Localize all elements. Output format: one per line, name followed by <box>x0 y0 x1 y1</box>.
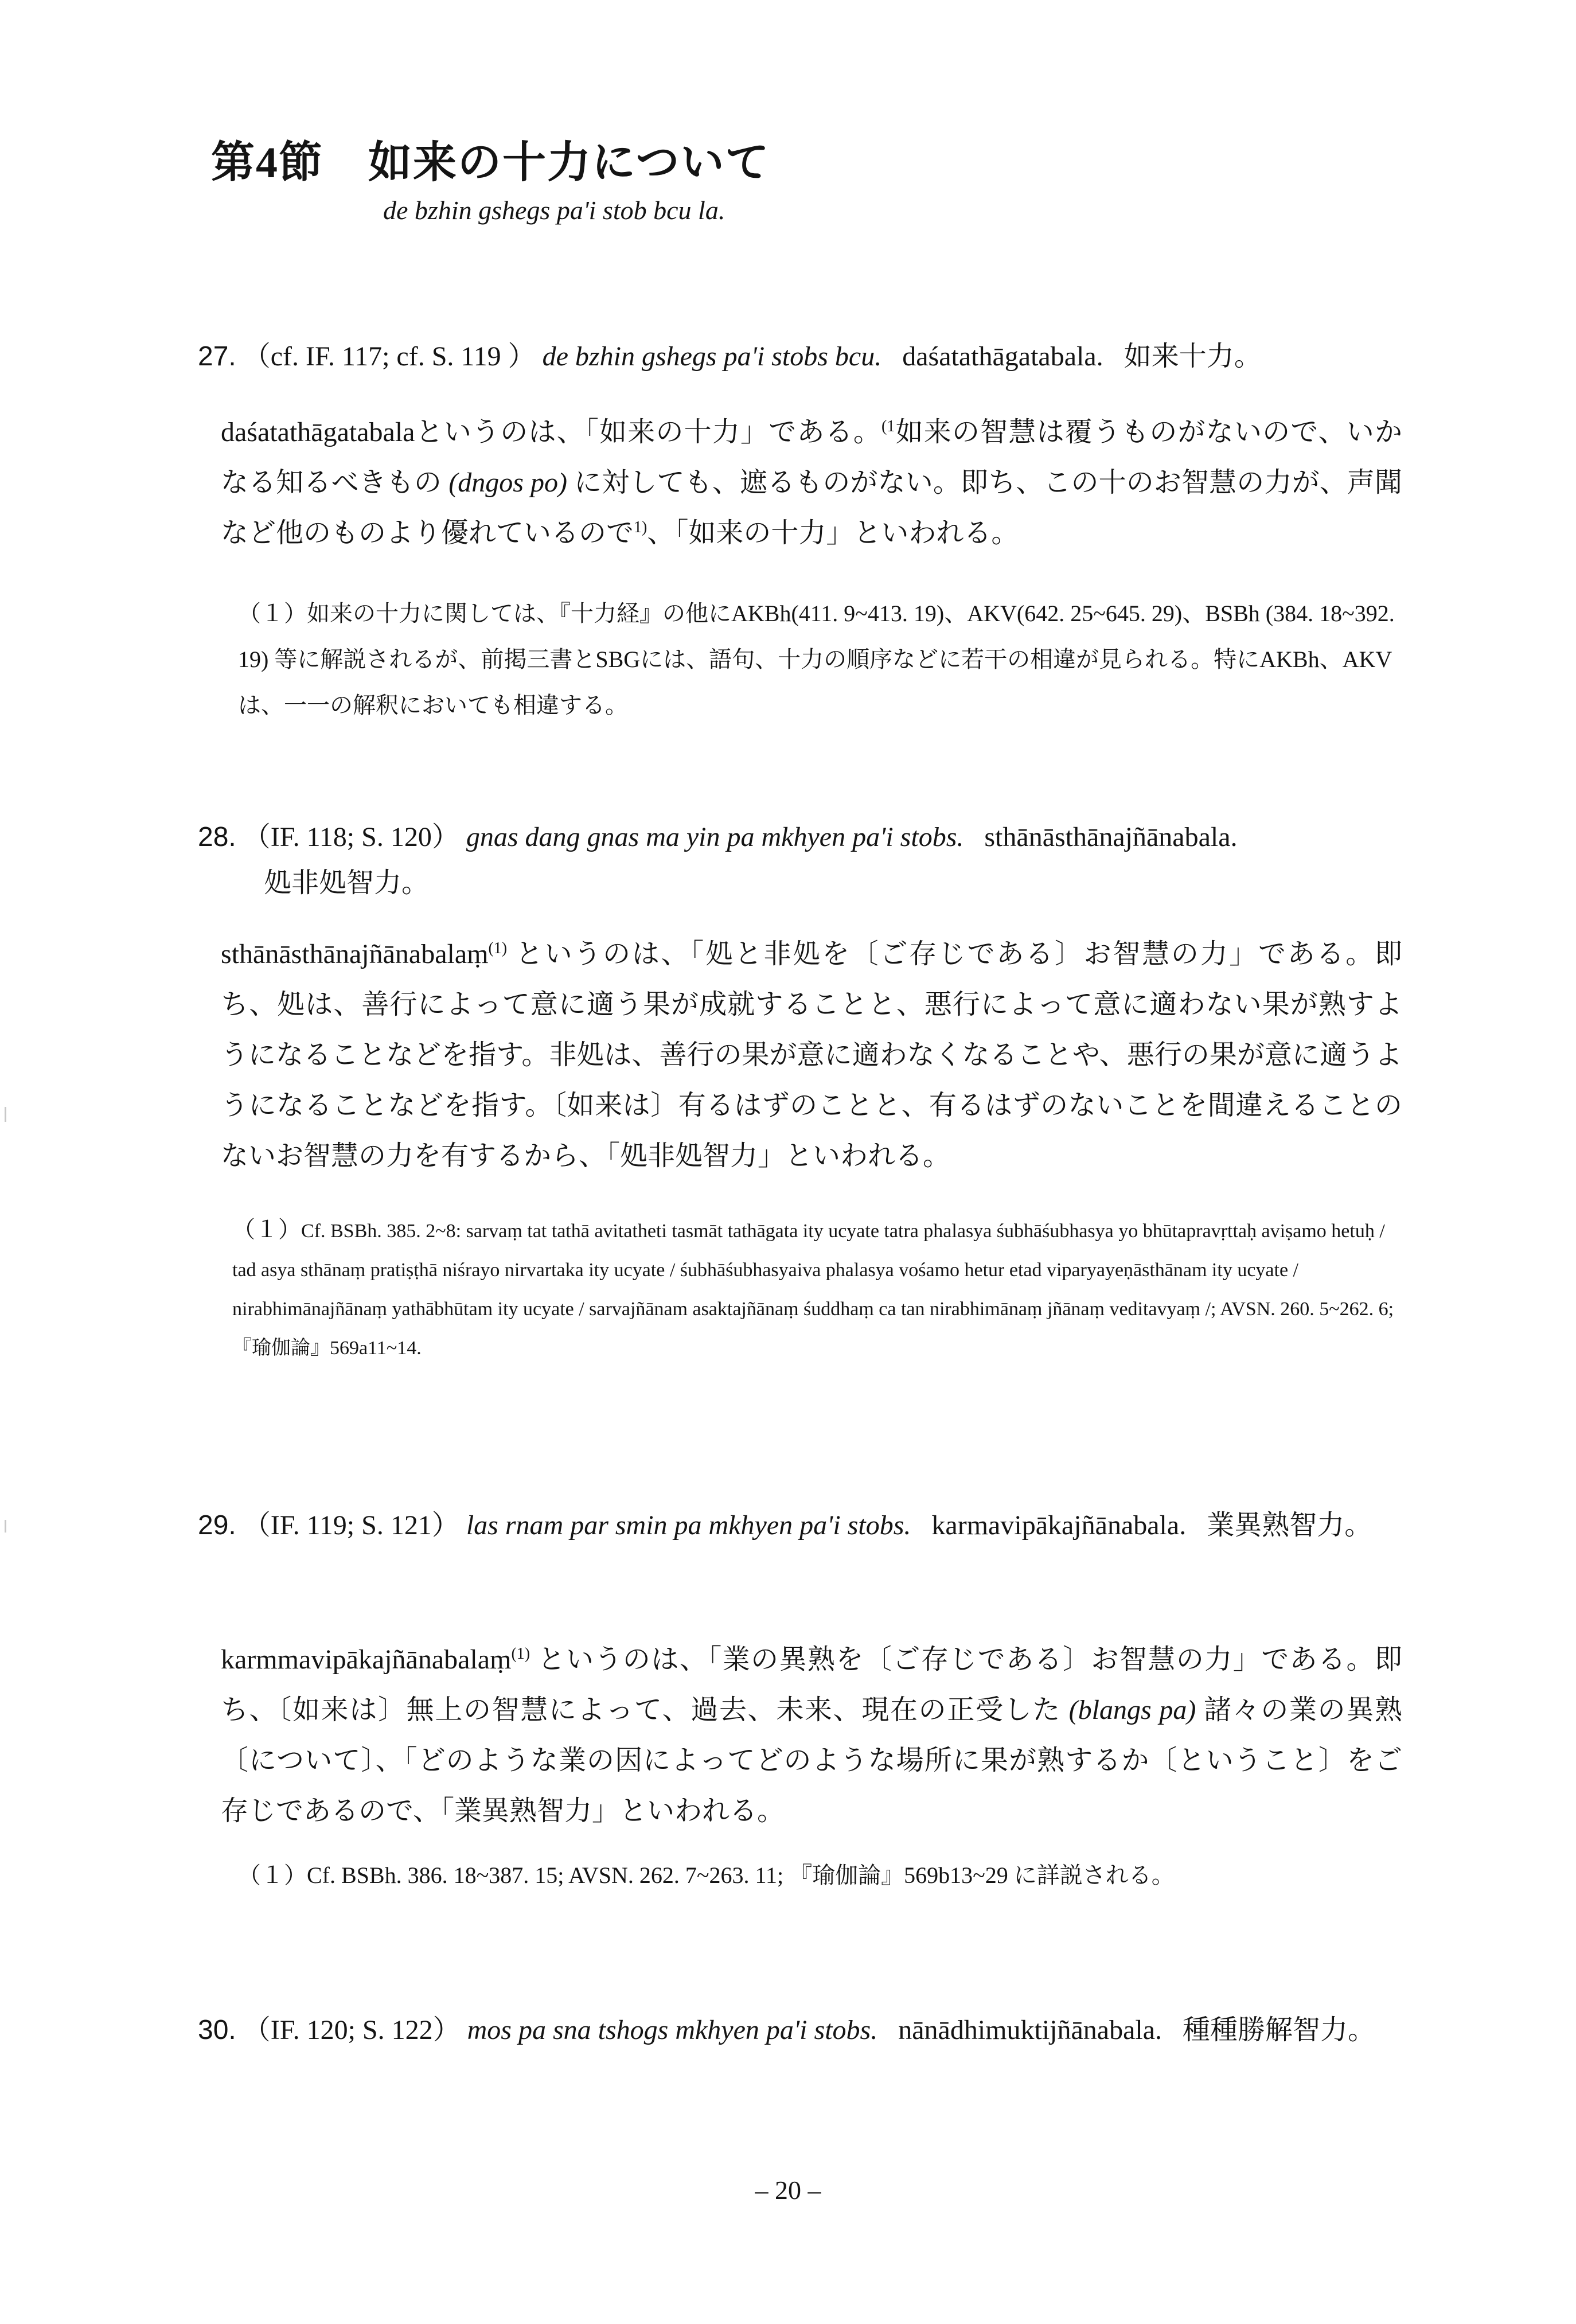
entry-tibetan: mos pa sna tshogs mkhyen pa'i stobs. <box>467 2015 878 2045</box>
footnote-ref: 1) <box>634 518 647 536</box>
footnote-ref: (1) <box>488 939 508 957</box>
entry-number: 27. <box>198 341 236 372</box>
entry-japanese: 処非処智力。 <box>264 868 430 898</box>
footnote-text: Cf. BSBh. 385. 2~8: sarvaṃ tat tathā avitatheti tasmāt tathāgata ity ucyate tatra phalasya śubhāśubhasya yo bhūtapravṛttaḥ aviṣamo hetuḥ / tad asya sthānaṃ pratiṣṭhā niśrayo nirvartaka ity ucyate / śubhāśubhasyaiva phalasya vośamo hetur etad viparyayeṇāsthānam ity ucyate / nirabhimānajñānaṃ yathābhūtam ity ucyate / sarvajñānam asaktajñānaṃ śuddhaṃ ca tan nirabhimānaṃ jñānaṃ veditavyaṃ /; AVSN. 260. 5~262. 6; 『瑜伽論』569a11~14. <box>232 1221 1394 1359</box>
footnote-ref: (1) <box>511 1645 530 1663</box>
entry-29-heading <box>198 1503 1379 1549</box>
entry-tibetan: gnas dang gnas ma yin pa mkhyen pa'i stobs. <box>466 822 964 852</box>
entry-sanskrit: karmavipākajñānabala. <box>931 1510 1187 1541</box>
entry-reference: （IF. 120; S. 122） <box>243 2015 461 2045</box>
entry-sanskrit: daśatathāgatabala. <box>902 341 1103 372</box>
footnote-mark: （１） <box>232 1216 301 1242</box>
entry-27-heading <box>198 334 1402 380</box>
entry-28-footnote <box>232 1210 1402 1368</box>
footnote-mark: （１） <box>238 601 307 626</box>
entry-japanese: 種種勝解智力。 <box>1183 2015 1376 2045</box>
page-number: – 20 – <box>755 2175 821 2205</box>
entry-tibetan: las rnam par smin pa mkhyen pa'i stobs. <box>466 1510 911 1541</box>
entry-japanese: 如来十力。 <box>1124 341 1262 372</box>
footnote-text: 如来の十力に関しては、『十力経』の他にAKBh(411. 9~413. 19)、AKV(642. 25~645. 29)、BSBh (384. 18~392. 19) 等に解説されるが、前掲三書とSBGには、語句、十力の順序などに若干の相違が見られる。特にAKBh、AKVは、一一の解釈においても相違する。 <box>238 601 1395 718</box>
entry-28-paragraph: sthānāsthānajñānabalaṃ$^{(1)}$ というのは、「処と非処を〔ご存じである〕お智慧の力」である。即ち、処は、善行によって意に適う果が成就することと、悪行によって意に適わない果が熟すようになることなどを指す。非処は、善行の果が意に適わなくなることや、悪行の果が意に適うようになることなどを指す。〔如来は〕有るはずのことと、有るはずのないことを間違えることのないお智慧の力を有するから、「処非処智力」といわれる。 <box>221 939 1402 1171</box>
footnote-ref: (1 <box>881 418 895 435</box>
entry-27-paragraph: daśatathāgatabalaというのは、「如来の十力」である。$^{(1}$如来の智慧は覆うものがないので、いかなる知るべきもの (dngos po) に対しても、遮るものがない。即ち、この十のお智慧の力が、声聞など他のものより優れているので$^{1)}$、「如来の十力」といわれる。 <box>221 417 1402 548</box>
entry-tibetan: de bzhin gshegs pa'i stobs bcu. <box>542 341 882 372</box>
entry-29-footnote <box>238 1853 1396 1898</box>
footnote-text: Cf. BSBh. 386. 18~387. 15; AVSN. 262. 7~263. 11; 『瑜伽論』569b13~29 に詳説される。 <box>307 1862 1175 1888</box>
entry-sanskrit: nānādhimuktijñānabala. <box>898 2015 1163 2045</box>
entry-27-footnote <box>238 591 1396 728</box>
entry-japanese: 業異熟智力。 <box>1207 1510 1372 1541</box>
entry-number: 29. <box>198 1510 236 1541</box>
section-heading: 第4節 如来の十力について <box>211 139 770 187</box>
footnote-mark: （１） <box>238 1862 307 1888</box>
entry-number: 30. <box>198 2015 236 2045</box>
entry-reference: （cf. IF. 117; cf. S. 119 ） <box>243 341 536 372</box>
scan-artifact <box>5 1520 6 1533</box>
scan-artifact <box>5 1107 6 1122</box>
entry-30-heading <box>198 2007 1379 2053</box>
entry-reference: （IF. 119; S. 121） <box>243 1510 459 1541</box>
entry-29-paragraph: karmmavipākajñānabalaṃ$^{(1)}$ というのは、「業の異熟を〔ご存じである〕お智慧の力」である。即ち、〔如来は〕無上の智慧によって、過去、未来、現在の正受した (blangs pa) 諸々の業の異熟〔について〕、「どのような業の因によってどのような場所に果が熟するか〔ということ〕をご存じであるので、「業異熟智力」といわれる。 <box>221 1644 1402 1826</box>
section-subtitle: de bzhin gshegs pa'i stob bcu la. <box>383 196 725 225</box>
entry-number: 28. <box>198 822 236 852</box>
entry-reference: （IF. 118; S. 120） <box>243 822 459 852</box>
entry-28-heading <box>198 814 1356 906</box>
entry-sanskrit: sthānāsthānajñānabala. <box>984 822 1238 852</box>
